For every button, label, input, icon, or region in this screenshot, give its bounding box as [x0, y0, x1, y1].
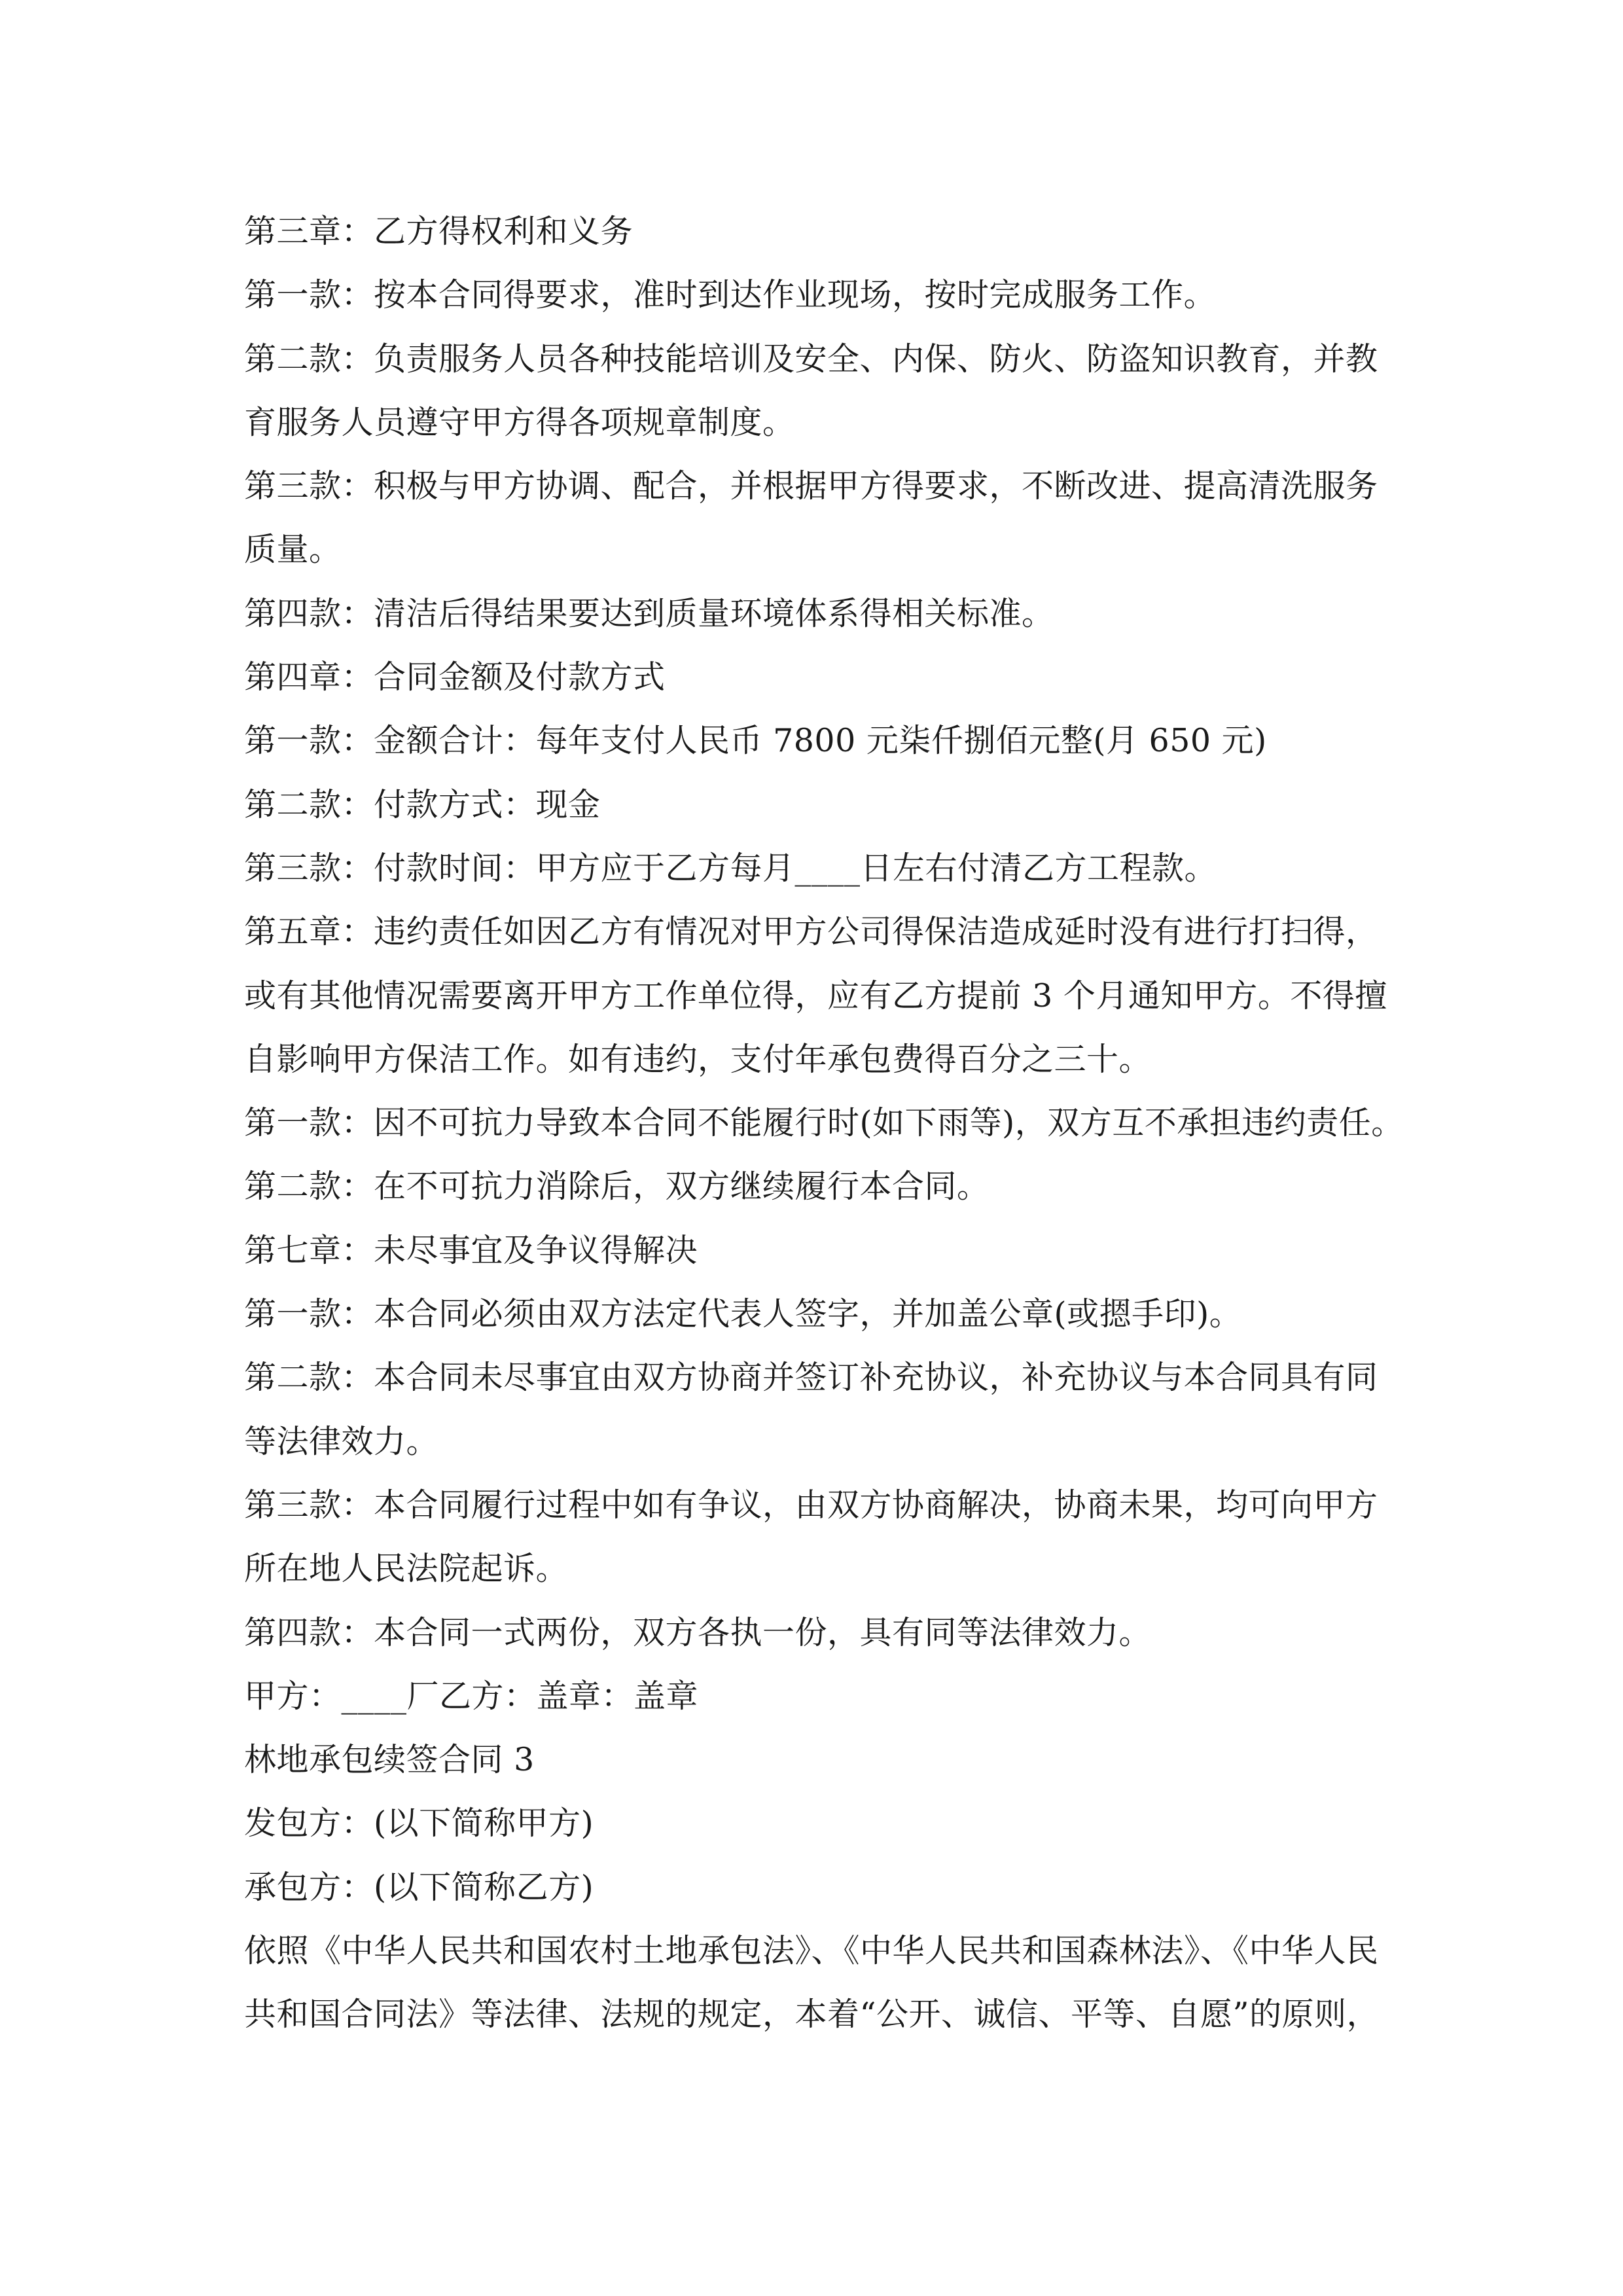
ch4-clause-2: 第二款：付款方式：现金: [244, 785, 601, 823]
ch5-clause-2: 第二款：在不可抗力消除后，双方继续履行本合同。: [244, 1168, 990, 1206]
preamble-line-1: 依照《中华人民共和国农村土地承包法》、《中华人民共和国森林法》、《中华人民: [244, 1932, 1379, 1970]
ch3-clause-2-line-2: 育服务人员遵守甲方得各项规章制度。: [244, 403, 795, 441]
chapter-5-line-3: 自影响甲方保洁工作。如有违约，支付年承包费得百分之三十。: [244, 1040, 1152, 1078]
ch7-clause-3-line-1: 第三款：本合同履行过程中如有争议，由双方协商解决，协商未果，均可向甲方: [244, 1486, 1378, 1524]
ch7-clause-1: 第一款：本合同必须由双方法定代表人签字，并加盖公章(或摁手印)。: [244, 1295, 1242, 1333]
ch3-clause-1: 第一款：按本合同得要求，准时到达作业现场，按时完成服务工作。: [244, 276, 1217, 314]
contract-3-title: 林地承包续签合同 3: [244, 1741, 535, 1779]
ch7-clause-2-line-1: 第二款：本合同未尽事宜由双方协商并签订补充协议，补充协议与本合同具有同: [244, 1359, 1378, 1397]
chapter-5-line-2: 或有其他情况需要离开甲方工作单位得，应有乙方提前 3 个月通知甲方。不得擅: [244, 977, 1387, 1014]
ch7-clause-4: 第四款：本合同一式两份，双方各执一份，具有同等法律效力。: [244, 1613, 1152, 1651]
party-a-line: 发包方：(以下简称甲方): [244, 1804, 594, 1842]
chapter-7-heading: 第七章：未尽事宜及争议得解决: [244, 1231, 698, 1269]
ch3-clause-3-line-2: 质量。: [244, 531, 342, 569]
chapter-5-line-1: 第五章：违约责任如因乙方有情况对甲方公司得保洁造成延时没有进行打扫得，: [244, 913, 1378, 951]
ch4-clause-1: 第一款：金额合计：每年支付人民币 7800 元柒仟捌佰元整(月 650 元): [244, 722, 1267, 760]
ch7-clause-2-line-2: 等法律效力。: [244, 1422, 439, 1460]
ch5-clause-1: 第一款：因不可抗力导致本合同不能履行时(如下雨等)，双方互不承担违约责任。: [244, 1104, 1404, 1142]
chapter-4-heading: 第四章：合同金额及付款方式: [244, 658, 666, 696]
ch3-clause-3-line-1: 第三款：积极与甲方协调、配合，并根据甲方得要求，不断改进、提高清洗服务: [244, 467, 1378, 505]
ch7-clause-3-line-2: 所在地人民法院起诉。: [244, 1550, 569, 1588]
contract-text: [244, 200, 1404, 2047]
ch3-clause-4: 第四款：清洁后得结果要达到质量环境体系得相关标准。: [244, 594, 1054, 632]
preamble-line-2: 共和国合同法》等法律、法规的规定，本着“公开、诚信、平等、自愿”的原则，: [244, 1996, 1380, 2034]
signature-line: 甲方：____厂乙方：盖章：盖章: [244, 1677, 699, 1715]
party-b-line: 承包方：(以下简称乙方): [244, 1868, 594, 1906]
ch3-clause-2-line-1: 第二款：负责服务人员各种技能培训及安全、内保、防火、防盗知识教育，并教: [244, 340, 1378, 378]
ch4-clause-3: 第三款：付款时间：甲方应于乙方每月____日左右付清乙方工程款。: [244, 849, 1217, 887]
chapter-3-heading: 第三章：乙方得权利和义务: [244, 213, 633, 250]
